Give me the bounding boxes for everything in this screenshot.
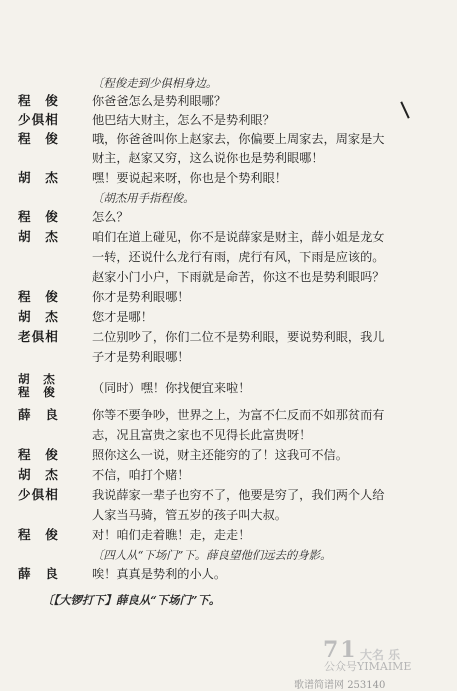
dialogue-line: 财主，赵家又穷，这么说你也是势利眼哪！ (92, 151, 324, 165)
dialogue-line: 一转，还说什么龙行有雨，虎行有风，下雨是应该的。 (92, 250, 385, 264)
speaker-label: 胡 杰 (18, 229, 59, 244)
speaker-label: 少俱相 (18, 112, 59, 127)
watermark-site (294, 676, 385, 691)
dialogue-line: 志，况且富贵之家也不见得长此富贵呀！ (92, 428, 312, 442)
dialogue-line: 哦，你爸爸叫你上赵家去，你偏要上周家去，周家是大 (92, 132, 385, 146)
stage-direction: 〔四人从“下场门”下。薛良望他们远去的身影。 (92, 548, 332, 562)
speaker-label: 程 俊 (18, 527, 59, 542)
dialogue-line: 你爸爸怎么是势利眼哪？ (92, 94, 227, 108)
watermark-public: 公众号YIMAIME (324, 660, 412, 673)
speaker-label: 少俱相 (18, 487, 59, 502)
dialogue-line: 子才是势利眼哪！ (92, 350, 190, 364)
stage-direction: 〔胡杰用手指程俊。 (92, 191, 195, 205)
stage-direction: 〔程俊走到少俱相身边。 (92, 76, 218, 90)
dialogue-line: 咱们在道上碰见，你不是说薛家是财主，薛小姐是龙女 (92, 230, 385, 244)
dialogue-line: 你才是势利眼哪！ (92, 290, 190, 304)
dialogue-line: 二位别吵了，你们二位不是势利眼，要说势利眼，我儿 (92, 330, 385, 344)
dialogue-line: 怎么？ (92, 210, 129, 224)
dialogue-line: 赵家小门小户，下雨就是命苦，你这不也是势利眼吗？ (92, 270, 385, 284)
dialogue-line: 照你这么一说，财主还能穷的了！这我可不信。 (92, 448, 348, 462)
dialogue-line: 您才是哪！ (92, 310, 153, 324)
dialogue-line: 人家当马骑，管五岁的孩子叫大叔。 (92, 508, 287, 522)
watermark-side: 大名 乐 (360, 648, 401, 662)
watermark-id: 253140 (347, 680, 386, 691)
speaker-label: 薛 良 (18, 566, 59, 581)
page-number: 71 (323, 637, 358, 663)
speaker-label: 程 俊 (18, 93, 59, 108)
speaker-label: 老俱相 (18, 329, 59, 344)
speaker-label-pair: 胡 杰 程 俊 (18, 372, 56, 399)
dialogue-line: 我说薛家一辈子也穷不了，他要是穷了，我们两个人给 (92, 488, 385, 502)
dialogue-line: 不信，咱打个赌！ (92, 468, 190, 482)
dialogue-line: 他巴结大财主，怎么不是势利眼？ (92, 113, 275, 127)
speaker-label: 薛 良 (18, 407, 59, 422)
stage-direction: 〔【大锣打下】薛良从“下场门”下。 (42, 593, 221, 607)
dialogue-line: 嘿！要说起来呀，你也是个势利眼！ (92, 171, 287, 185)
speaker-label: 程 俊 (18, 447, 59, 462)
speaker-label: 胡 杰 (18, 170, 59, 185)
watermark-site-name: 歌谱简谱网 (294, 680, 344, 691)
speaker-label: 胡 杰 (18, 467, 59, 482)
speaker-label: 胡 杰 (18, 309, 59, 324)
speaker-label: 程 俊 (18, 131, 59, 146)
dialogue-line: （同时）嘿！你找便宜来啦！ (92, 381, 251, 395)
dialogue-line: 对！咱们走着瞧！走，走走！ (92, 528, 251, 542)
pen-mark (400, 101, 409, 118)
speaker-label: 程 俊 (18, 209, 59, 224)
dialogue-line: 唉！真真是势利的小人。 (92, 567, 227, 581)
dialogue-line: 你等不要争吵，世界之上，为富不仁反而不如那贫而有 (92, 408, 385, 422)
speaker-label: 程 俊 (18, 289, 59, 304)
